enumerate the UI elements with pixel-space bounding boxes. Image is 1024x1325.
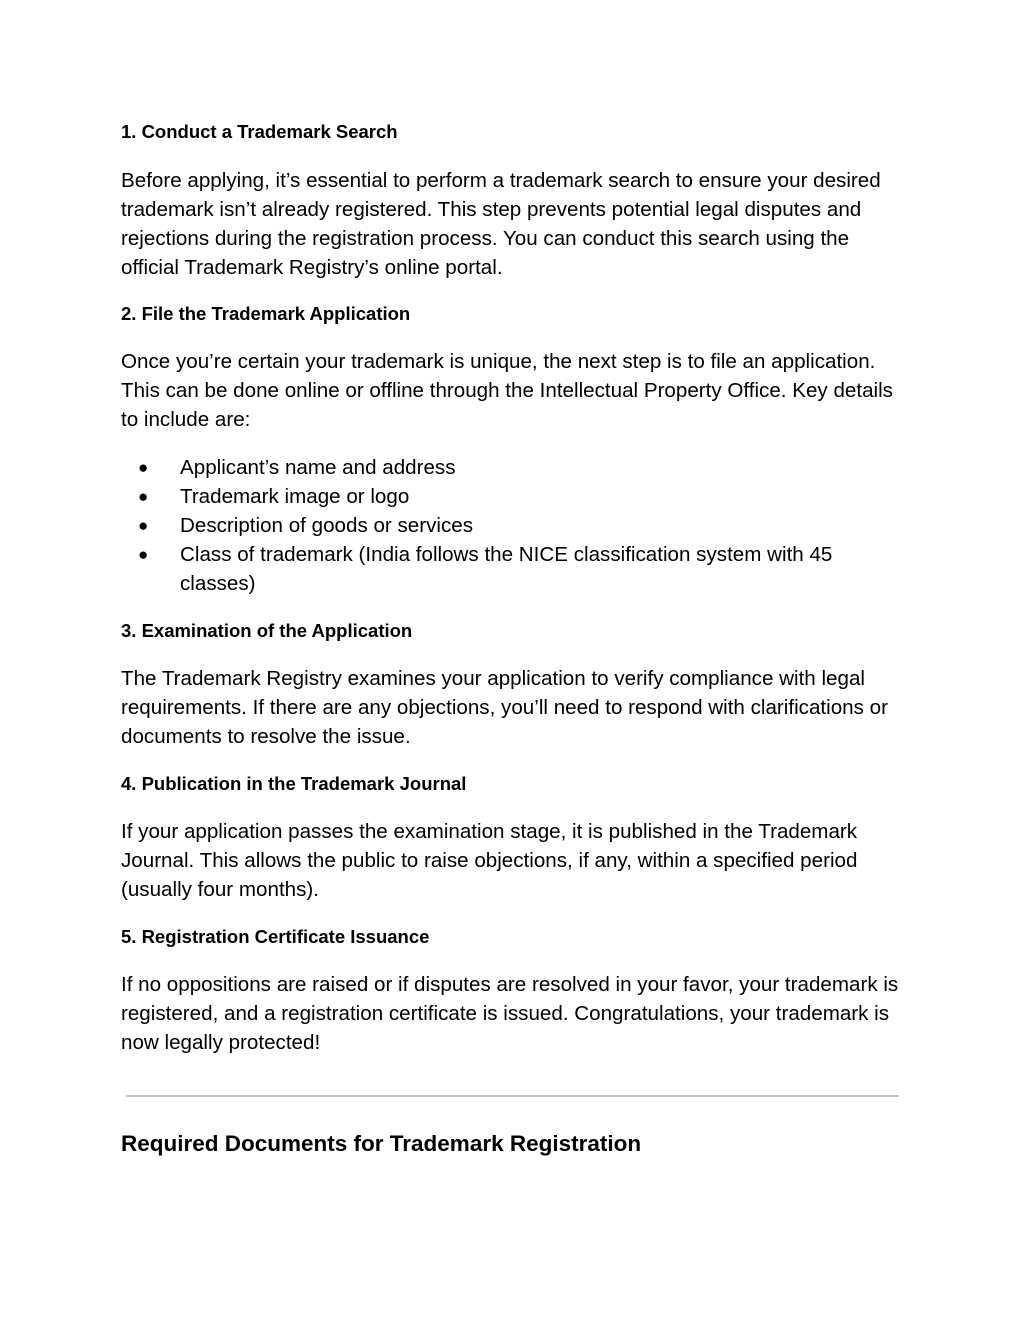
section-5-heading: 5. Registration Certificate Issuance — [121, 926, 430, 947]
section-2-body: Once you’re certain your trademark is unique, the next step is to file an application. This can be done online or offline through the Intellectual Property Office. Key details to include are: — [121, 350, 893, 431]
horizontal-divider — [126, 1095, 899, 1097]
bullet-icon: ● — [138, 458, 149, 477]
list-item-text: Description of goods or services — [180, 514, 474, 537]
section-1-body: Before applying, it’s essential to perform a trademark search to ensure your desired trademark isn’t already registered. This step prevents potential legal disputes and rejections during the registration process. You can conduct this search using the official Trademark Registry’s online portal. — [121, 169, 881, 279]
list-item-text: Trademark image or logo — [180, 485, 410, 508]
list-item — [121, 482, 901, 511]
bullet-icon: ● — [138, 487, 149, 506]
section-5-body: If no oppositions are raised or if disputes are resolved in your favor, your trademark is registered, and a registration certificate is issued. Congratulations, your trademark is now legally protected! — [121, 973, 899, 1054]
section-3-heading: 3. Examination of the Application — [121, 620, 413, 641]
list-item-text: Class of trademark (India follows the NICE classification system with 45 classes) — [180, 543, 833, 595]
key-details-list — [121, 453, 901, 598]
list-item-text: Applicant’s name and address — [180, 456, 456, 479]
section-3-body: The Trademark Registry examines your application to verify compliance with legal requirements. If there are any objections, you’ll need to respond with clarifications or documents to resolve the issue. — [121, 667, 888, 748]
section-4-body: If your application passes the examination stage, it is published in the Trademark Journal. This allows the public to raise objections, if any, within a specified period (usually four months). — [121, 820, 858, 901]
list-item — [121, 540, 901, 598]
section-1-heading: 1. Conduct a Trademark Search — [121, 121, 398, 142]
next-section-heading: Required Documents for Trademark Registration — [121, 1131, 642, 1156]
bullet-icon: ● — [138, 516, 149, 535]
section-2-heading: 2. File the Trademark Application — [121, 303, 411, 324]
bullet-icon: ● — [138, 545, 149, 564]
list-item — [121, 453, 901, 482]
section-4-heading: 4. Publication in the Trademark Journal — [121, 773, 467, 794]
list-item — [121, 511, 901, 540]
